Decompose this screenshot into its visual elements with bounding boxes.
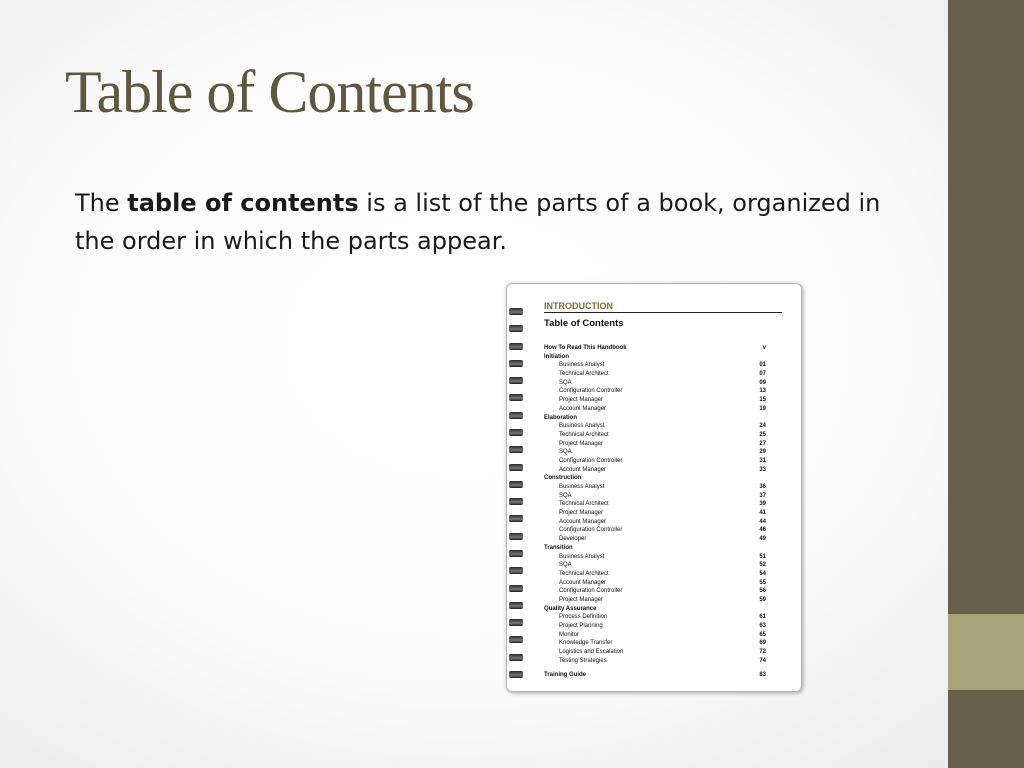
toc-entry-label: Technical Architect xyxy=(559,570,609,577)
toc-entry-label: Business Analyst xyxy=(559,362,605,369)
toc-item-row xyxy=(544,422,782,431)
spiral-coil xyxy=(509,498,523,505)
toc-entry-page: 39 xyxy=(759,501,766,508)
toc-entry-page: 19 xyxy=(759,405,766,412)
toc-entry-page: 01 xyxy=(759,362,766,369)
toc-entry-label: Technical Architect xyxy=(559,371,609,378)
toc-entry-label: SQA xyxy=(559,379,572,386)
toc-entry-label: Logistics and Escalation xyxy=(559,649,624,656)
toc-item-row xyxy=(544,509,782,518)
toc-item-row xyxy=(544,387,782,396)
toc-item-row xyxy=(544,587,782,596)
toc-entry-page: 59 xyxy=(759,596,766,603)
toc-entry-label: Account Manager xyxy=(559,405,607,412)
spiral-coil xyxy=(509,377,523,384)
spiral-coil xyxy=(509,446,523,453)
spiral-coil xyxy=(509,360,523,367)
toc-item-row xyxy=(544,553,782,562)
toc-entry-page: 33 xyxy=(759,466,766,473)
toc-entry-label: Knowledge Transfer xyxy=(559,640,613,647)
spiral-coil xyxy=(509,602,523,609)
toc-entry-page: 15 xyxy=(759,397,766,404)
toc-entry-page: 25 xyxy=(759,431,766,438)
toc-item-row xyxy=(544,361,782,370)
book-page-image xyxy=(506,283,802,692)
toc-item-row xyxy=(544,405,782,414)
toc-entry-label: SQA xyxy=(559,562,572,569)
toc-entry-page: 69 xyxy=(759,640,766,647)
toc-item-row xyxy=(544,526,782,535)
toc-item-row xyxy=(544,396,782,405)
toc-item-row xyxy=(544,440,782,449)
toc-item-row xyxy=(544,457,782,466)
toc-entry-label: Testing Strategies xyxy=(559,657,607,664)
toc-item-row xyxy=(544,579,782,588)
toc-entry-page: 37 xyxy=(759,492,766,499)
toc-item-row xyxy=(544,431,782,440)
toc-entry-label: Technical Architect xyxy=(559,501,609,508)
toc-entry-page: 36 xyxy=(759,484,766,490)
toc-entry-page: 54 xyxy=(759,570,766,577)
spiral-coil xyxy=(509,550,523,557)
toc-item-row xyxy=(544,535,782,544)
toc-entry-label: Technical Architect xyxy=(559,431,609,438)
toc-entry-page: 24 xyxy=(759,423,766,430)
toc-section-row xyxy=(544,353,782,362)
toc-entry-page: 07 xyxy=(759,371,766,378)
toc-item-row xyxy=(544,631,782,640)
spiral-coil xyxy=(509,308,523,315)
spiral-coil xyxy=(509,464,523,471)
toc-entry-label: Transition xyxy=(544,544,573,551)
toc-entry-label: Process Definition xyxy=(559,614,608,621)
toc-item-row xyxy=(544,518,782,527)
slide-title: Table of Contents xyxy=(65,59,474,125)
toc-item-row xyxy=(544,561,782,570)
toc-item-row xyxy=(544,483,782,492)
toc-entry-page: 55 xyxy=(759,579,766,586)
spiral-coil xyxy=(509,343,523,350)
slide-body-text xyxy=(75,184,915,260)
spiral-coil xyxy=(509,567,523,574)
toc-item-row xyxy=(544,500,782,509)
toc-entry-page: 09 xyxy=(759,379,766,386)
spiral-coil xyxy=(509,325,523,332)
book-page xyxy=(544,300,782,680)
toc-item-row xyxy=(544,466,782,475)
toc-entry-label: Training Guide xyxy=(544,672,587,679)
spiral-coil xyxy=(509,619,523,626)
toc-entry-page: 13 xyxy=(759,388,766,395)
spiral-coil xyxy=(509,636,523,643)
toc-entry-page: 46 xyxy=(759,527,766,534)
toc-entry-page: 49 xyxy=(759,536,766,543)
toc-entry-page: 56 xyxy=(759,588,766,595)
toc-item-row xyxy=(544,648,782,657)
spiral-coil xyxy=(509,412,523,419)
toc-entry-label: Developer xyxy=(559,536,587,543)
body-text-bold-term: table of contents xyxy=(127,189,359,217)
toc-entry-label: Initiation xyxy=(544,353,569,360)
side-accent-block xyxy=(948,614,1024,690)
toc-section-row xyxy=(544,671,782,680)
toc-entry-page: 27 xyxy=(759,440,766,447)
toc-section-row xyxy=(544,344,782,353)
toc-entry-label: Account Manager xyxy=(559,518,607,525)
toc-entry-label: Project Manager xyxy=(559,510,604,517)
toc-item-row xyxy=(544,657,782,666)
book-toc-list xyxy=(544,344,782,680)
toc-section-row xyxy=(544,474,782,483)
spiral-coil xyxy=(509,429,523,436)
toc-item-row xyxy=(544,639,782,648)
toc-entry-page: 63 xyxy=(759,623,766,629)
toc-entry-label: Business Analyst xyxy=(559,484,605,490)
toc-entry-page: 51 xyxy=(759,553,766,560)
toc-entry-page: 61 xyxy=(759,614,766,621)
toc-entry-label: Project Manager xyxy=(559,397,604,404)
toc-entry-page: v xyxy=(762,345,766,351)
spiral-coil xyxy=(509,394,523,401)
spiral-coil xyxy=(509,585,523,592)
toc-entry-label: Account Manager xyxy=(559,466,607,473)
book-toc-title: Table of Contents xyxy=(544,318,624,329)
toc-entry-label: Configuration Controller xyxy=(559,527,623,534)
spiral-coil xyxy=(509,515,523,522)
toc-item-row xyxy=(544,622,782,631)
toc-item-row xyxy=(544,492,782,501)
toc-section-row xyxy=(544,544,782,553)
toc-entry-label: Account Manager xyxy=(559,579,607,586)
book-section-header: INTRODUCTION xyxy=(544,300,782,313)
toc-entry-label: How To Read This Handbook xyxy=(544,345,627,351)
toc-entry-page: 65 xyxy=(759,631,766,638)
toc-section-row xyxy=(544,414,782,423)
toc-entry-page: 44 xyxy=(759,518,766,525)
toc-item-row xyxy=(544,570,782,579)
toc-entry-label: SQA xyxy=(559,449,572,456)
toc-entry-page: 41 xyxy=(759,510,766,517)
toc-entry-label: Project Manager xyxy=(559,596,604,603)
toc-entry-page: 31 xyxy=(759,457,766,464)
toc-entry-label: Configuration Controller xyxy=(559,388,623,395)
toc-entry-page: 29 xyxy=(759,449,766,456)
toc-entry-label: Business Analyst xyxy=(559,553,605,560)
body-text-prefix: The xyxy=(75,189,128,217)
toc-entry-label: Configuration Controller xyxy=(559,588,623,595)
spiral-coil xyxy=(509,533,523,540)
body-text-suffix: is a list of the parts of a book, organized in the order in which the parts appear. xyxy=(75,189,881,255)
toc-entry-label: Construction xyxy=(544,475,582,482)
toc-item-row xyxy=(544,596,782,605)
toc-entry-page: 74 xyxy=(759,657,766,664)
toc-entry-label: Project Manager xyxy=(559,440,604,447)
toc-item-row xyxy=(544,448,782,457)
toc-item-row xyxy=(544,379,782,388)
spiral-coil xyxy=(509,671,523,678)
toc-item-row xyxy=(544,370,782,379)
toc-entry-label: Monitor xyxy=(559,631,580,638)
toc-entry-label: Project Planning xyxy=(559,623,603,629)
spiral-coil xyxy=(509,481,523,488)
toc-entry-page: 72 xyxy=(759,649,766,656)
toc-entry-label: Business Analyst xyxy=(559,423,605,430)
toc-section-row xyxy=(544,605,782,614)
toc-item-row xyxy=(544,613,782,622)
spiral-coil xyxy=(509,654,523,661)
toc-entry-label: Quality Assurance xyxy=(544,605,597,612)
toc-entry-label: Elaboration xyxy=(544,414,578,421)
toc-entry-label: SQA xyxy=(559,492,572,499)
toc-entry-label: Configuration Controller xyxy=(559,457,623,464)
toc-entry-page: 52 xyxy=(759,562,766,569)
spiral-binding xyxy=(509,308,525,678)
toc-entry-page: 83 xyxy=(759,672,766,679)
